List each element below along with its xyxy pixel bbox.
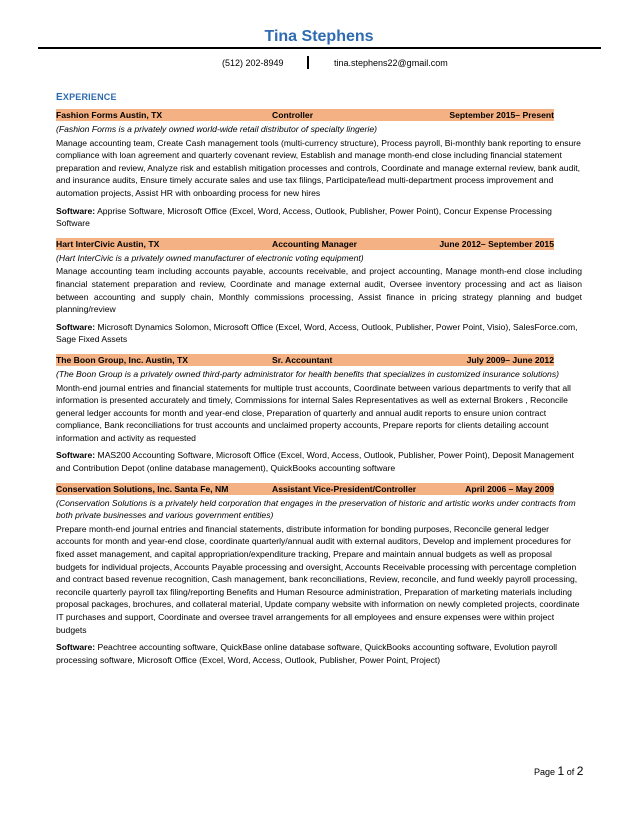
job-description: (Hart InterCivic is a privately owned manufacturer of electronic voting equipment) — [56, 252, 364, 263]
job-duties: Manage accounting team including accounts payable, accounts receivable, and project accounting, Manage month-end close including financial statement preparation and review, Coordinate and manage external audit, Oversee inventory processing and act as liaison between accounting and supply chain, Monthly commissions processing, Assist finance in pricing strategy planning and budget planning/review — [56, 266, 582, 315]
phone-number: (512) 202-8949 — [222, 58, 284, 68]
job-entry — [56, 483, 582, 667]
job-entry — [56, 238, 582, 346]
job-description: (Conservation Solutions is a privately held corporation that engages in the preservation of historic and artistic works under contracts from both private businesses and various government entities) — [56, 497, 576, 521]
section-title: EXPERIENCE — [56, 92, 117, 103]
job-title: Assistant Vice-President/Controller — [272, 483, 417, 494]
job-software: Software: Apprise Software, Microsoft Office (Excel, Word, Access, Outlook, Publisher, Power Point), Concur Expense Processing Software — [56, 205, 552, 229]
job-title: Controller — [272, 110, 314, 120]
job-software: Software: MAS200 Accounting Software, Microsoft Office (Excel, Word, Access, Outlook, Publisher, Power Point), Deposit Management and Contribution Depot (online database management), QuickBooks accounting software — [56, 450, 574, 474]
job-company: The Boon Group, Inc. Austin, TX — [56, 354, 188, 365]
job-dates: September 2015– Present — [449, 110, 554, 120]
job-header — [56, 483, 554, 495]
job-header — [56, 109, 554, 121]
job-dates: June 2012– September 2015 — [439, 238, 554, 249]
job-description: (Fashion Forms is a privately owned world-wide retail distributor of specialty lingerie) — [56, 124, 377, 134]
job-duties: Manage accounting team, Create Cash management tools (multi-currency structure), Process payroll, Bi-monthly bank reporting to ensure compliance with loan agreement and quarterly covenant review, Establish and manage month-end close including financial statement preparation and review, Analyze risk and establish mitigation processes and controls, Coordinate and manage external review, bank audit, and insurance audits, Ensure timely accurate sales and use tax filings, Participate/lead multi-department process improvement and automation projects, Assist HR with onboarding process for new hires — [56, 137, 581, 198]
job-header — [56, 354, 554, 366]
experience-section — [56, 92, 582, 674]
contact-line — [0, 57, 638, 71]
job-duties: Month-end journal entries and financial statements for multiple trust accounts, Coordinate between various departments to verify that all information is presented accurately and timely, Commissions for internal Sales Representatives as well as external Brokers , Reconcile general ledger accounts for month and year-end close, Preparation of quarterly and annual audit reports to ensure union contract compliance, Bank reconciliations for trust accounts and unclaimed property accounts, Prepare reports for clients detailing account information and activity as requested — [56, 382, 571, 443]
job-company: Fashion Forms Austin, TX — [56, 110, 163, 120]
job-duties: Prepare month-end journal entries and financial statements, distribute information for bonding purposes, Reconcile general ledger accounts for month and year-end close, coordinate quarterly/annual audit with external auditors, Develop and implement procedures for fixed asset management, and capital appropriation/expenditure tracking, Prepare and maintain annual budgets as well as proposal budgets for individual projects, Accounts Payable processing and oversight, Accounts Receivable processing with percentage completion and contract based revenue recognition, Cash management, bank reconciliations, Review, reconcile, and fund weekly payroll processing, reconcile quarterly payroll tax filing/reporting Benefits and Human Resource administration, Preparation of marketing materials including proposal packages, brochures, and collateral material, Update company website with information on newly completed projects, coordinate IT purchases and support, Coordinate and oversee travel arrangements for all employees and ensure expenses were within project budgets — [56, 523, 580, 635]
job-company: Conservation Solutions, Inc. Santa Fe, NM — [56, 483, 229, 494]
job-entry — [56, 109, 582, 230]
job-title: Sr. Accountant — [272, 354, 333, 365]
page-number: Page 1 of 2 — [534, 764, 584, 778]
job-title: Accounting Manager — [272, 238, 357, 249]
job-entry — [56, 354, 582, 475]
job-software: Software: Microsoft Dynamics Solomon, Microsoft Office (Excel, Word, Access, Outlook, Publisher, Power Point, Visio), SalesForce.com, Sage Fixed Assets — [56, 321, 578, 345]
job-description: (The Boon Group is a privately owned third-party administrator for health benefits that specializes in customized insurance solutions) — [56, 368, 559, 379]
candidate-name: Tina Stephens — [264, 28, 374, 45]
email-address: tina.stephens22@gmail.com — [334, 58, 448, 68]
job-dates: April 2006 – May 2009 — [465, 483, 554, 494]
job-dates: July 2009– June 2012 — [466, 354, 554, 365]
job-company: Hart InterCivic Austin, TX — [56, 238, 160, 249]
header-rule — [38, 47, 601, 49]
job-header — [56, 238, 554, 250]
contact-separator — [307, 56, 309, 69]
job-software: Software: Peachtree accounting software, QuickBase online database software, QuickBooks accounting software, Evolution payroll processing software, Microsoft Office (Excel, Word, Access, Outlook, Publisher, Power Point, Project) — [56, 642, 558, 665]
